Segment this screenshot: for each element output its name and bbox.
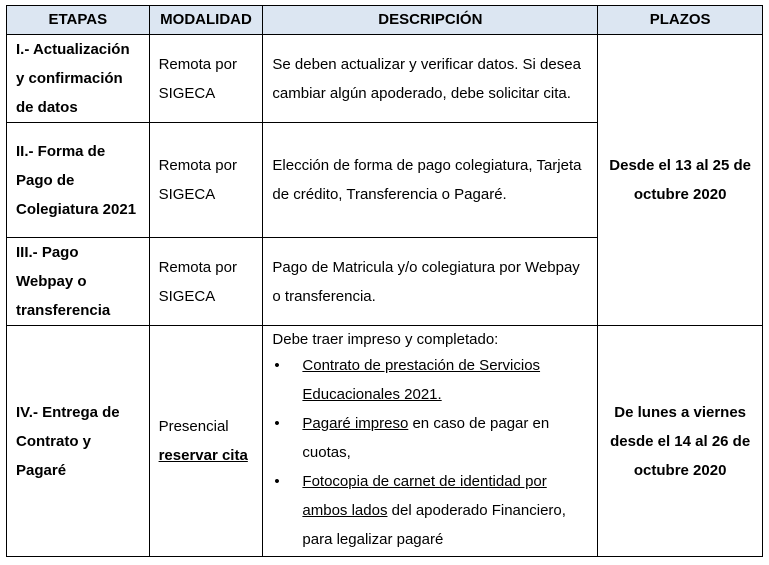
header-descripcion: DESCRIPCIÓN [263,6,598,35]
requisitos-intro: Debe traer impreso y completado: [272,330,499,348]
modalidad-cell: Remota por SIGECA [149,238,263,326]
plazo-presencial-cell: De lunes a viernes desde el 14 al 26 de octubre 2020 [598,326,763,557]
requisitos-list [272,351,588,554]
modalidad-cell [149,326,263,557]
etapa-cell: I.- Actualización y confirmación de datos [7,35,150,123]
header-modalidad: MODALIDAD [149,6,263,35]
list-item [302,409,588,467]
descripcion-cell: Se deben actualizar y verificar datos. Si desea cambiar algún apoderado, debe solicitar cita. [263,35,598,123]
plazo-remota-cell: Desde el 13 al 25 de octubre 2020 [598,35,763,326]
header-plazos: PLAZOS [598,6,763,35]
fotocopia-link[interactable]: Fotocopia de carnet de identidad por ambos lados [302,472,547,519]
reservar-cita-link[interactable]: reservar cita [158,447,248,464]
modalidad-cell: Remota por SIGECA [149,35,263,123]
modalidad-text: Presencial [158,418,229,435]
list-item [302,467,588,554]
modalidad-cell: Remota por SIGECA [149,123,263,238]
descripcion-cell [263,326,598,557]
descripcion-cell: Elección de forma de pago colegiatura, Tarjeta de crédito, Transferencia o Pagaré. [263,123,598,238]
table-row [7,35,763,123]
etapa-cell: II.- Forma de Pago de Colegiatura 2021 [7,123,150,238]
header-etapas: ETAPAS [7,6,150,35]
header-row [7,6,763,35]
etapas-table [6,5,763,557]
item-rest: en caso de pagar en cuotas, [302,414,550,461]
etapa-cell: III.- Pago Webpay o transferencia [7,238,150,326]
item-rest: del apoderado Financiero, para legalizar pagaré [302,501,566,548]
list-item [302,351,588,409]
descripcion-cell: Pago de Matricula y/o colegiatura por Webpay o transferencia. [263,238,598,326]
etapa-cell: IV.- Entrega de Contrato y Pagaré [7,326,150,557]
contrato-link[interactable]: Contrato de prestación de Servicios Educacionales 2021. [302,356,541,403]
table-row [7,326,763,557]
pagare-link[interactable]: Pagaré impreso [302,414,409,432]
